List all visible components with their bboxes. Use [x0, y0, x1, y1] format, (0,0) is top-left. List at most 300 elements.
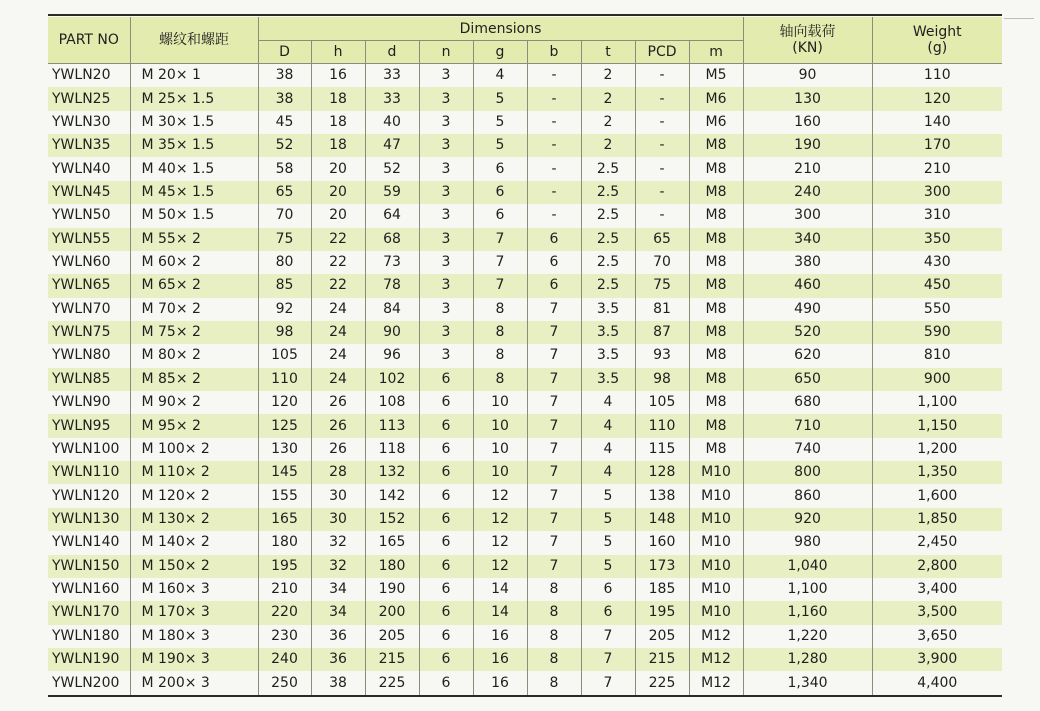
cell-dim-pcd: 81: [635, 298, 689, 321]
cell-weight-g: 900: [872, 368, 1002, 391]
cell-dim-b: 6: [527, 228, 581, 251]
cell-dim-t: 5: [581, 508, 635, 531]
cell-weight-g: 2,450: [872, 531, 1002, 554]
header-dim-d: d: [365, 41, 419, 64]
cell-weight-g: 550: [872, 298, 1002, 321]
table-row: [48, 134, 1002, 157]
cell-dim-b: 7: [527, 555, 581, 578]
cell-thread-pitch: M 80× 2: [130, 344, 258, 367]
cell-dim-h: 24: [311, 321, 365, 344]
cell-dim-m: M10: [689, 508, 743, 531]
cell-dim-g: 16: [473, 671, 527, 694]
cell-weight-g: 300: [872, 181, 1002, 204]
cell-dim-b: -: [527, 134, 581, 157]
cell-dim-n: 6: [419, 648, 473, 671]
cell-dim-h: 22: [311, 251, 365, 274]
cell-axial-load-kn: 340: [743, 228, 872, 251]
cell-weight-g: 3,900: [872, 648, 1002, 671]
cell-dim-d: 52: [365, 157, 419, 180]
header-axial-load: [743, 17, 872, 64]
cell-dim-D: 65: [258, 181, 311, 204]
cell-dim-d: 47: [365, 134, 419, 157]
cell-dim-h: 20: [311, 204, 365, 227]
cell-dim-b: 7: [527, 344, 581, 367]
cell-part-no: YWLN50: [48, 204, 130, 227]
cell-dim-m: M8: [689, 134, 743, 157]
cell-dim-t: 2.5: [581, 251, 635, 274]
cell-dim-g: 5: [473, 111, 527, 134]
cell-dim-b: 7: [527, 438, 581, 461]
cell-dim-pcd: 195: [635, 601, 689, 624]
cell-dim-d: 90: [365, 321, 419, 344]
header-dim-t: t: [581, 41, 635, 64]
cell-dim-d: 84: [365, 298, 419, 321]
cell-dim-g: 8: [473, 321, 527, 344]
cell-dim-h: 22: [311, 228, 365, 251]
cell-dim-pcd: 87: [635, 321, 689, 344]
cell-dim-h: 32: [311, 531, 365, 554]
cell-dim-n: 3: [419, 134, 473, 157]
cell-dim-pcd: -: [635, 157, 689, 180]
cell-dim-m: M8: [689, 391, 743, 414]
cell-part-no: YWLN55: [48, 228, 130, 251]
header-part-no: PART NO: [48, 17, 130, 64]
table-row: [48, 228, 1002, 251]
cell-weight-g: 430: [872, 251, 1002, 274]
cell-dim-D: 92: [258, 298, 311, 321]
cell-dim-h: 20: [311, 157, 365, 180]
cell-dim-d: 118: [365, 438, 419, 461]
cell-dim-h: 24: [311, 298, 365, 321]
cell-dim-g: 16: [473, 648, 527, 671]
table-top-rule: [48, 14, 1002, 16]
cell-dim-g: 6: [473, 181, 527, 204]
cell-thread-pitch: M 95× 2: [130, 414, 258, 437]
table-row: [48, 648, 1002, 671]
cell-part-no: YWLN25: [48, 87, 130, 110]
cell-dim-g: 14: [473, 578, 527, 601]
cell-axial-load-kn: 920: [743, 508, 872, 531]
cell-part-no: YWLN20: [48, 64, 130, 88]
cell-weight-g: 310: [872, 204, 1002, 227]
cell-dim-d: 113: [365, 414, 419, 437]
cell-dim-n: 3: [419, 87, 473, 110]
cell-thread-pitch: M 120× 2: [130, 484, 258, 507]
cell-dim-D: 120: [258, 391, 311, 414]
header-axial-load-line2: (KN): [792, 40, 823, 56]
cell-axial-load-kn: 800: [743, 461, 872, 484]
cell-dim-m: M12: [689, 671, 743, 694]
cell-dim-D: 75: [258, 228, 311, 251]
cell-dim-pcd: 65: [635, 228, 689, 251]
cell-dim-m: M10: [689, 578, 743, 601]
cell-dim-g: 12: [473, 555, 527, 578]
cell-dim-D: 230: [258, 625, 311, 648]
cell-axial-load-kn: 210: [743, 157, 872, 180]
header-thread-pitch: 螺纹和螺距: [130, 17, 258, 64]
cell-dim-g: 7: [473, 274, 527, 297]
cell-dim-b: 7: [527, 531, 581, 554]
cell-dim-d: 33: [365, 87, 419, 110]
cell-thread-pitch: M 20× 1: [130, 64, 258, 88]
cell-dim-m: M8: [689, 414, 743, 437]
cell-dim-m: M5: [689, 64, 743, 88]
cell-dim-m: M8: [689, 204, 743, 227]
cell-dim-g: 5: [473, 134, 527, 157]
cell-dim-n: 6: [419, 555, 473, 578]
cell-dim-t: 2.5: [581, 204, 635, 227]
cell-dim-t: 5: [581, 555, 635, 578]
cell-dim-g: 5: [473, 87, 527, 110]
cell-dim-t: 5: [581, 484, 635, 507]
cell-axial-load-kn: 300: [743, 204, 872, 227]
cell-dim-t: 4: [581, 461, 635, 484]
cell-part-no: YWLN140: [48, 531, 130, 554]
cell-dim-pcd: 110: [635, 414, 689, 437]
cell-dim-n: 6: [419, 461, 473, 484]
cell-dim-m: M10: [689, 555, 743, 578]
cell-weight-g: 1,150: [872, 414, 1002, 437]
cell-part-no: YWLN170: [48, 601, 130, 624]
cell-axial-load-kn: 460: [743, 274, 872, 297]
cell-dim-b: 8: [527, 625, 581, 648]
cell-dim-n: 6: [419, 484, 473, 507]
header-weight-line2: (g): [927, 40, 948, 56]
cell-dim-n: 3: [419, 344, 473, 367]
cell-weight-g: 140: [872, 111, 1002, 134]
cell-part-no: YWLN100: [48, 438, 130, 461]
cell-thread-pitch: M 170× 3: [130, 601, 258, 624]
cell-dim-d: 215: [365, 648, 419, 671]
cell-axial-load-kn: 160: [743, 111, 872, 134]
cell-dim-d: 73: [365, 251, 419, 274]
table-row: [48, 461, 1002, 484]
cell-dim-d: 180: [365, 555, 419, 578]
spec-table: [48, 17, 1002, 695]
table-body: [48, 64, 1002, 695]
cell-dim-h: 34: [311, 578, 365, 601]
cell-dim-D: 85: [258, 274, 311, 297]
table-row: [48, 508, 1002, 531]
table-bottom-rule: [48, 695, 1002, 697]
cell-dim-g: 8: [473, 344, 527, 367]
cell-dim-pcd: 225: [635, 671, 689, 694]
header-dim-D: D: [258, 41, 311, 64]
cell-dim-D: 52: [258, 134, 311, 157]
cell-dim-m: M8: [689, 368, 743, 391]
cell-dim-b: 7: [527, 321, 581, 344]
cell-axial-load-kn: 980: [743, 531, 872, 554]
cell-thread-pitch: M 55× 2: [130, 228, 258, 251]
cell-dim-t: 4: [581, 414, 635, 437]
cell-thread-pitch: M 35× 1.5: [130, 134, 258, 157]
cell-thread-pitch: M 60× 2: [130, 251, 258, 274]
cell-thread-pitch: M 100× 2: [130, 438, 258, 461]
cell-dim-d: 205: [365, 625, 419, 648]
cell-thread-pitch: M 130× 2: [130, 508, 258, 531]
cell-dim-D: 98: [258, 321, 311, 344]
cell-dim-g: 14: [473, 601, 527, 624]
cell-dim-m: M8: [689, 157, 743, 180]
cell-thread-pitch: M 65× 2: [130, 274, 258, 297]
cell-dim-d: 96: [365, 344, 419, 367]
cell-part-no: YWLN160: [48, 578, 130, 601]
cell-dim-n: 3: [419, 157, 473, 180]
cell-axial-load-kn: 1,280: [743, 648, 872, 671]
cell-dim-D: 165: [258, 508, 311, 531]
header-weight: [872, 17, 1002, 64]
cell-dim-h: 32: [311, 555, 365, 578]
cell-weight-g: 3,500: [872, 601, 1002, 624]
cell-dim-pcd: 75: [635, 274, 689, 297]
cell-dim-h: 26: [311, 414, 365, 437]
cell-thread-pitch: M 180× 3: [130, 625, 258, 648]
cell-dim-d: 200: [365, 601, 419, 624]
cell-dim-pcd: 185: [635, 578, 689, 601]
header-dim-n: n: [419, 41, 473, 64]
cell-dim-D: 105: [258, 344, 311, 367]
cell-dim-t: 2.5: [581, 274, 635, 297]
cell-dim-d: 40: [365, 111, 419, 134]
cell-dim-h: 28: [311, 461, 365, 484]
table-row: [48, 157, 1002, 180]
cell-dim-pcd: 173: [635, 555, 689, 578]
cell-dim-n: 3: [419, 251, 473, 274]
cell-dim-h: 18: [311, 87, 365, 110]
cell-part-no: YWLN70: [48, 298, 130, 321]
cell-axial-load-kn: 1,160: [743, 601, 872, 624]
cell-part-no: YWLN30: [48, 111, 130, 134]
cell-dim-n: 3: [419, 181, 473, 204]
cell-thread-pitch: M 200× 3: [130, 671, 258, 694]
cell-part-no: YWLN80: [48, 344, 130, 367]
cell-dim-pcd: -: [635, 64, 689, 88]
cell-dim-n: 6: [419, 578, 473, 601]
cell-dim-t: 2.5: [581, 157, 635, 180]
cell-dim-n: 6: [419, 368, 473, 391]
header-dim-m: m: [689, 41, 743, 64]
cell-dim-b: -: [527, 87, 581, 110]
cell-dim-pcd: -: [635, 87, 689, 110]
cell-part-no: YWLN130: [48, 508, 130, 531]
cell-dim-n: 6: [419, 601, 473, 624]
table-row: [48, 321, 1002, 344]
cell-dim-m: M12: [689, 625, 743, 648]
cell-part-no: YWLN35: [48, 134, 130, 157]
cell-part-no: YWLN150: [48, 555, 130, 578]
cell-dim-b: -: [527, 111, 581, 134]
table-row: [48, 484, 1002, 507]
cell-weight-g: 3,650: [872, 625, 1002, 648]
cell-part-no: YWLN60: [48, 251, 130, 274]
cell-dim-d: 142: [365, 484, 419, 507]
cell-weight-g: 4,400: [872, 671, 1002, 694]
cell-dim-pcd: -: [635, 181, 689, 204]
cell-dim-h: 36: [311, 625, 365, 648]
cell-part-no: YWLN75: [48, 321, 130, 344]
cell-dim-g: 10: [473, 438, 527, 461]
table-row: [48, 298, 1002, 321]
cell-dim-pcd: 138: [635, 484, 689, 507]
cell-dim-pcd: 115: [635, 438, 689, 461]
cell-weight-g: 1,200: [872, 438, 1002, 461]
cell-part-no: YWLN110: [48, 461, 130, 484]
cell-dim-b: -: [527, 181, 581, 204]
cell-dim-d: 68: [365, 228, 419, 251]
header-weight-line1: Weight: [912, 24, 962, 40]
cell-dim-n: 6: [419, 414, 473, 437]
cell-dim-pcd: 205: [635, 625, 689, 648]
cell-dim-b: -: [527, 64, 581, 88]
cell-dim-t: 3.5: [581, 344, 635, 367]
cell-dim-g: 12: [473, 508, 527, 531]
cell-thread-pitch: M 90× 2: [130, 391, 258, 414]
cell-dim-D: 45: [258, 111, 311, 134]
cell-thread-pitch: M 110× 2: [130, 461, 258, 484]
cell-thread-pitch: M 45× 1.5: [130, 181, 258, 204]
table-row: [48, 414, 1002, 437]
cell-dim-t: 5: [581, 531, 635, 554]
cell-dim-d: 102: [365, 368, 419, 391]
cell-weight-g: 170: [872, 134, 1002, 157]
cell-weight-g: 450: [872, 274, 1002, 297]
cell-dim-D: 210: [258, 578, 311, 601]
table-row: [48, 531, 1002, 554]
cell-dim-n: 3: [419, 298, 473, 321]
cell-weight-g: 1,350: [872, 461, 1002, 484]
cell-dim-g: 10: [473, 461, 527, 484]
cell-axial-load-kn: 620: [743, 344, 872, 367]
cell-axial-load-kn: 240: [743, 181, 872, 204]
cell-dim-n: 6: [419, 671, 473, 694]
cell-dim-m: M8: [689, 344, 743, 367]
cell-dim-m: M10: [689, 531, 743, 554]
cell-dim-n: 6: [419, 438, 473, 461]
cell-weight-g: 350: [872, 228, 1002, 251]
cell-dim-m: M6: [689, 111, 743, 134]
cell-dim-n: 3: [419, 228, 473, 251]
cell-dim-m: M8: [689, 321, 743, 344]
cell-dim-g: 10: [473, 414, 527, 437]
table-row: [48, 274, 1002, 297]
cell-axial-load-kn: 740: [743, 438, 872, 461]
cell-dim-t: 2: [581, 134, 635, 157]
cell-axial-load-kn: 680: [743, 391, 872, 414]
cell-dim-pcd: 98: [635, 368, 689, 391]
cell-thread-pitch: M 140× 2: [130, 531, 258, 554]
cell-dim-m: M8: [689, 438, 743, 461]
cell-dim-b: 6: [527, 274, 581, 297]
cell-dim-t: 2.5: [581, 181, 635, 204]
cell-axial-load-kn: 130: [743, 87, 872, 110]
cell-dim-b: 7: [527, 298, 581, 321]
cell-axial-load-kn: 380: [743, 251, 872, 274]
cell-part-no: YWLN180: [48, 625, 130, 648]
cell-dim-h: 18: [311, 134, 365, 157]
table-row: [48, 391, 1002, 414]
cell-dim-m: M10: [689, 484, 743, 507]
cell-dim-D: 155: [258, 484, 311, 507]
cell-dim-m: M10: [689, 601, 743, 624]
cell-dim-g: 4: [473, 64, 527, 88]
cell-dim-h: 20: [311, 181, 365, 204]
cell-dim-t: 3.5: [581, 298, 635, 321]
cell-dim-b: -: [527, 204, 581, 227]
cell-dim-t: 6: [581, 578, 635, 601]
cell-weight-g: 3,400: [872, 578, 1002, 601]
cell-dim-b: 7: [527, 391, 581, 414]
spec-table-container: [48, 14, 1002, 697]
cell-dim-pcd: 128: [635, 461, 689, 484]
cell-dim-pcd: 105: [635, 391, 689, 414]
cell-dim-d: 108: [365, 391, 419, 414]
table-row: [48, 578, 1002, 601]
cell-dim-n: 3: [419, 274, 473, 297]
cell-dim-b: 8: [527, 601, 581, 624]
cell-dim-h: 24: [311, 344, 365, 367]
cell-dim-g: 6: [473, 157, 527, 180]
cell-dim-d: 152: [365, 508, 419, 531]
cell-part-no: YWLN120: [48, 484, 130, 507]
table-row: [48, 601, 1002, 624]
cell-axial-load-kn: 1,220: [743, 625, 872, 648]
cell-dim-g: 8: [473, 298, 527, 321]
cell-dim-D: 58: [258, 157, 311, 180]
cell-part-no: YWLN95: [48, 414, 130, 437]
cell-thread-pitch: M 50× 1.5: [130, 204, 258, 227]
cell-dim-n: 3: [419, 321, 473, 344]
cell-weight-g: 2,800: [872, 555, 1002, 578]
cell-dim-pcd: 215: [635, 648, 689, 671]
cell-dim-d: 225: [365, 671, 419, 694]
cell-thread-pitch: M 30× 1.5: [130, 111, 258, 134]
cell-dim-b: 8: [527, 578, 581, 601]
cell-dim-h: 22: [311, 274, 365, 297]
cell-dim-n: 3: [419, 204, 473, 227]
cell-axial-load-kn: 650: [743, 368, 872, 391]
cell-weight-g: 1,600: [872, 484, 1002, 507]
cell-dim-t: 7: [581, 625, 635, 648]
header-dim-b: b: [527, 41, 581, 64]
cell-dim-m: M8: [689, 181, 743, 204]
cell-part-no: YWLN45: [48, 181, 130, 204]
cell-dim-t: 4: [581, 391, 635, 414]
cell-dim-m: M8: [689, 251, 743, 274]
cell-dim-t: 7: [581, 671, 635, 694]
cell-dim-d: 132: [365, 461, 419, 484]
cell-dim-D: 180: [258, 531, 311, 554]
cell-dim-n: 6: [419, 531, 473, 554]
cell-dim-h: 36: [311, 648, 365, 671]
cell-dim-D: 130: [258, 438, 311, 461]
scan-edge-mark: [1004, 18, 1034, 19]
cell-dim-b: 8: [527, 648, 581, 671]
cell-axial-load-kn: 1,340: [743, 671, 872, 694]
cell-dim-d: 64: [365, 204, 419, 227]
cell-dim-pcd: 160: [635, 531, 689, 554]
table-row: [48, 204, 1002, 227]
cell-dim-b: 7: [527, 414, 581, 437]
cell-thread-pitch: M 160× 3: [130, 578, 258, 601]
cell-thread-pitch: M 85× 2: [130, 368, 258, 391]
cell-dim-D: 220: [258, 601, 311, 624]
table-row: [48, 344, 1002, 367]
cell-dim-n: 3: [419, 64, 473, 88]
table-header: [48, 17, 1002, 64]
cell-dim-D: 195: [258, 555, 311, 578]
cell-dim-D: 80: [258, 251, 311, 274]
cell-dim-h: 26: [311, 438, 365, 461]
